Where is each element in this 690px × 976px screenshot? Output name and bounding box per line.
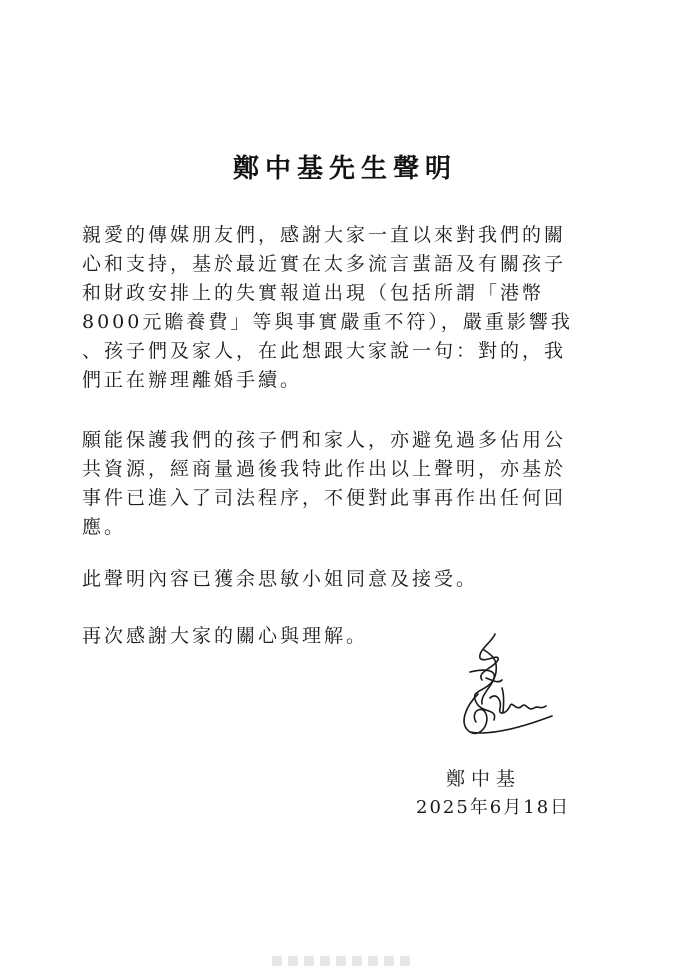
footer-dot <box>304 956 314 966</box>
paragraph-line: 應。 <box>82 516 127 538</box>
paragraph-line: 事件已進入了司法程序，不便對此事再作出任何回 <box>82 487 567 509</box>
paragraph-line: 8000元贍養費」等與事實嚴重不符），嚴重影響我 <box>82 311 573 333</box>
signatory-name: 鄭中基 <box>446 768 522 790</box>
footer-dot <box>272 956 282 966</box>
paragraph-line: 心和支持，基於最近實在太多流言蜚語及有關孩子 <box>82 253 567 275</box>
paragraph-line: 、孩子們及家人，在此想跟大家說一句：對的，我 <box>82 340 567 362</box>
footer-dot <box>288 956 298 966</box>
paragraph-line: 親愛的傳媒朋友們，感謝大家一直以來對我們的關 <box>82 224 567 246</box>
paragraph-main <box>82 221 622 395</box>
paragraph-line: 共資源，經商量過後我特此作出以上聲明，亦基於 <box>82 458 567 480</box>
footer-dot <box>384 956 394 966</box>
footer-decoration <box>272 956 418 966</box>
handwritten-signature <box>440 628 570 748</box>
paragraph-line: 此聲明內容已獲余思敏小姐同意及接受。 <box>82 568 479 590</box>
footer-dot <box>320 956 330 966</box>
paragraph-consent <box>82 565 622 594</box>
footer-dot <box>336 956 346 966</box>
document-title: 鄭中基先生聲明 <box>232 154 457 184</box>
footer-dot <box>400 956 410 966</box>
footer-dot <box>368 956 378 966</box>
paragraph-line: 願能保護我們的孩子們和家人，亦避免過多佔用公 <box>82 429 567 451</box>
paragraph-protection <box>82 426 622 542</box>
paragraph-line: 們正在辦理離婚手續。 <box>82 369 303 391</box>
paragraph-line: 再次感謝大家的關心與理解。 <box>82 625 369 647</box>
statement-date: 2025年6月18日 <box>416 797 571 818</box>
footer-dot <box>352 956 362 966</box>
paragraph-line: 和財政安排上的失實報道出現（包括所謂「港幣 <box>82 282 545 304</box>
